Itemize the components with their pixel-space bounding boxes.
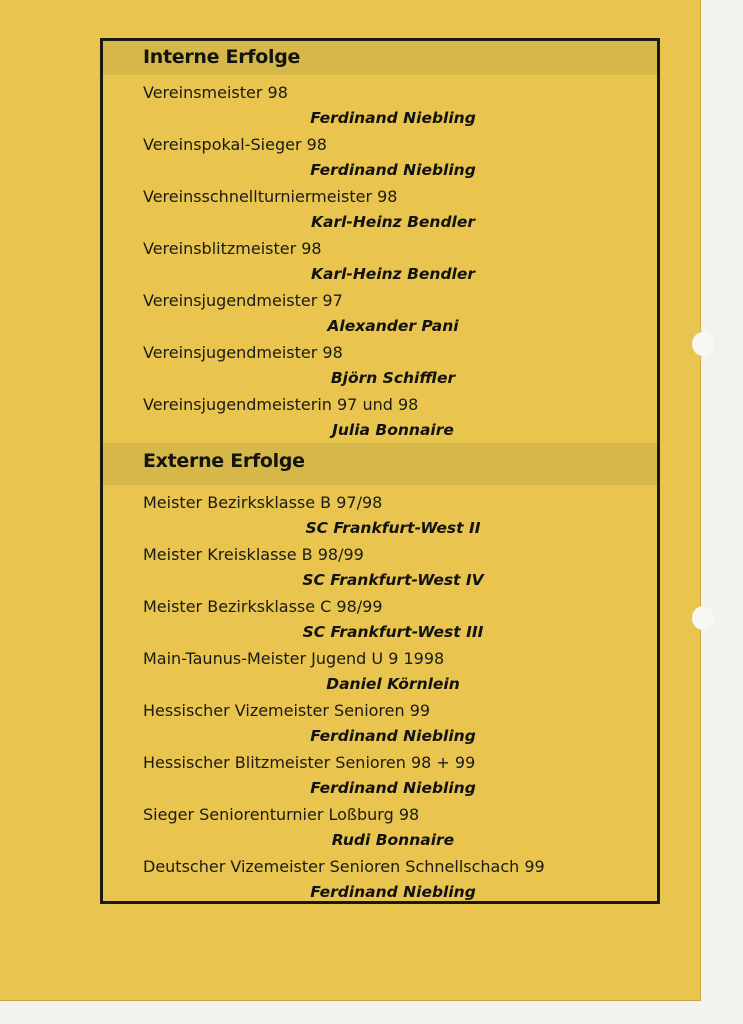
winner-name: Ferdinand Niebling xyxy=(310,109,476,127)
award-title: Vereinsschnellturniermeister 98 xyxy=(143,187,398,206)
achievements-box xyxy=(100,38,660,904)
award-title: Sieger Seniorenturnier Loßburg 98 xyxy=(143,805,420,824)
award-title: Vereinsjugendmeister 98 xyxy=(143,343,343,362)
award-title: Vereinspokal-Sieger 98 xyxy=(143,135,327,154)
winner-name: Ferdinand Niebling xyxy=(310,779,476,797)
winner-name: Daniel Körnlein xyxy=(326,675,460,693)
award-title: Vereinsmeister 98 xyxy=(143,83,288,102)
award-title: Meister Bezirksklasse B 97/98 xyxy=(143,493,383,512)
winner-name: Karl-Heinz Bendler xyxy=(310,213,476,231)
punch-hole xyxy=(692,606,714,630)
award-title: Vereinsjugendmeisterin 97 und 98 xyxy=(143,395,419,414)
winner-name: Ferdinand Niebling xyxy=(310,883,476,901)
winner-name: Alexander Pani xyxy=(327,317,459,335)
winner-name: Karl-Heinz Bendler xyxy=(310,265,476,283)
winner-name: Julia Bonnaire xyxy=(332,421,454,439)
winner-name: Rudi Bonnaire xyxy=(331,831,455,849)
award-title: Hessischer Vizemeister Senioren 99 xyxy=(143,701,431,720)
internal-heading: Interne Erfolge xyxy=(143,46,301,68)
award-title: Vereinsjugendmeister 97 xyxy=(143,291,343,310)
external-heading: Externe Erfolge xyxy=(143,450,305,472)
award-title: Vereinsblitzmeister 98 xyxy=(143,239,322,258)
award-title: Hessischer Blitzmeister Senioren 98 + 99 xyxy=(143,753,476,772)
winner-name: SC Frankfurt-West IV xyxy=(302,571,484,589)
winner-name: Björn Schiffler xyxy=(330,369,456,387)
award-title: Main-Taunus-Meister Jugend U 9 1998 xyxy=(143,649,445,668)
award-title: Meister Kreisklasse B 98/99 xyxy=(143,545,364,564)
winner-name: Ferdinand Niebling xyxy=(310,161,476,179)
award-title: Meister Bezirksklasse C 98/99 xyxy=(143,597,383,616)
winner-name: SC Frankfurt-West III xyxy=(302,623,484,641)
winner-name: SC Frankfurt-West II xyxy=(305,519,481,537)
punch-hole xyxy=(692,332,714,356)
winner-name: Ferdinand Niebling xyxy=(310,727,476,745)
award-title: Deutscher Vizemeister Senioren Schnellschach 99 xyxy=(143,857,545,876)
